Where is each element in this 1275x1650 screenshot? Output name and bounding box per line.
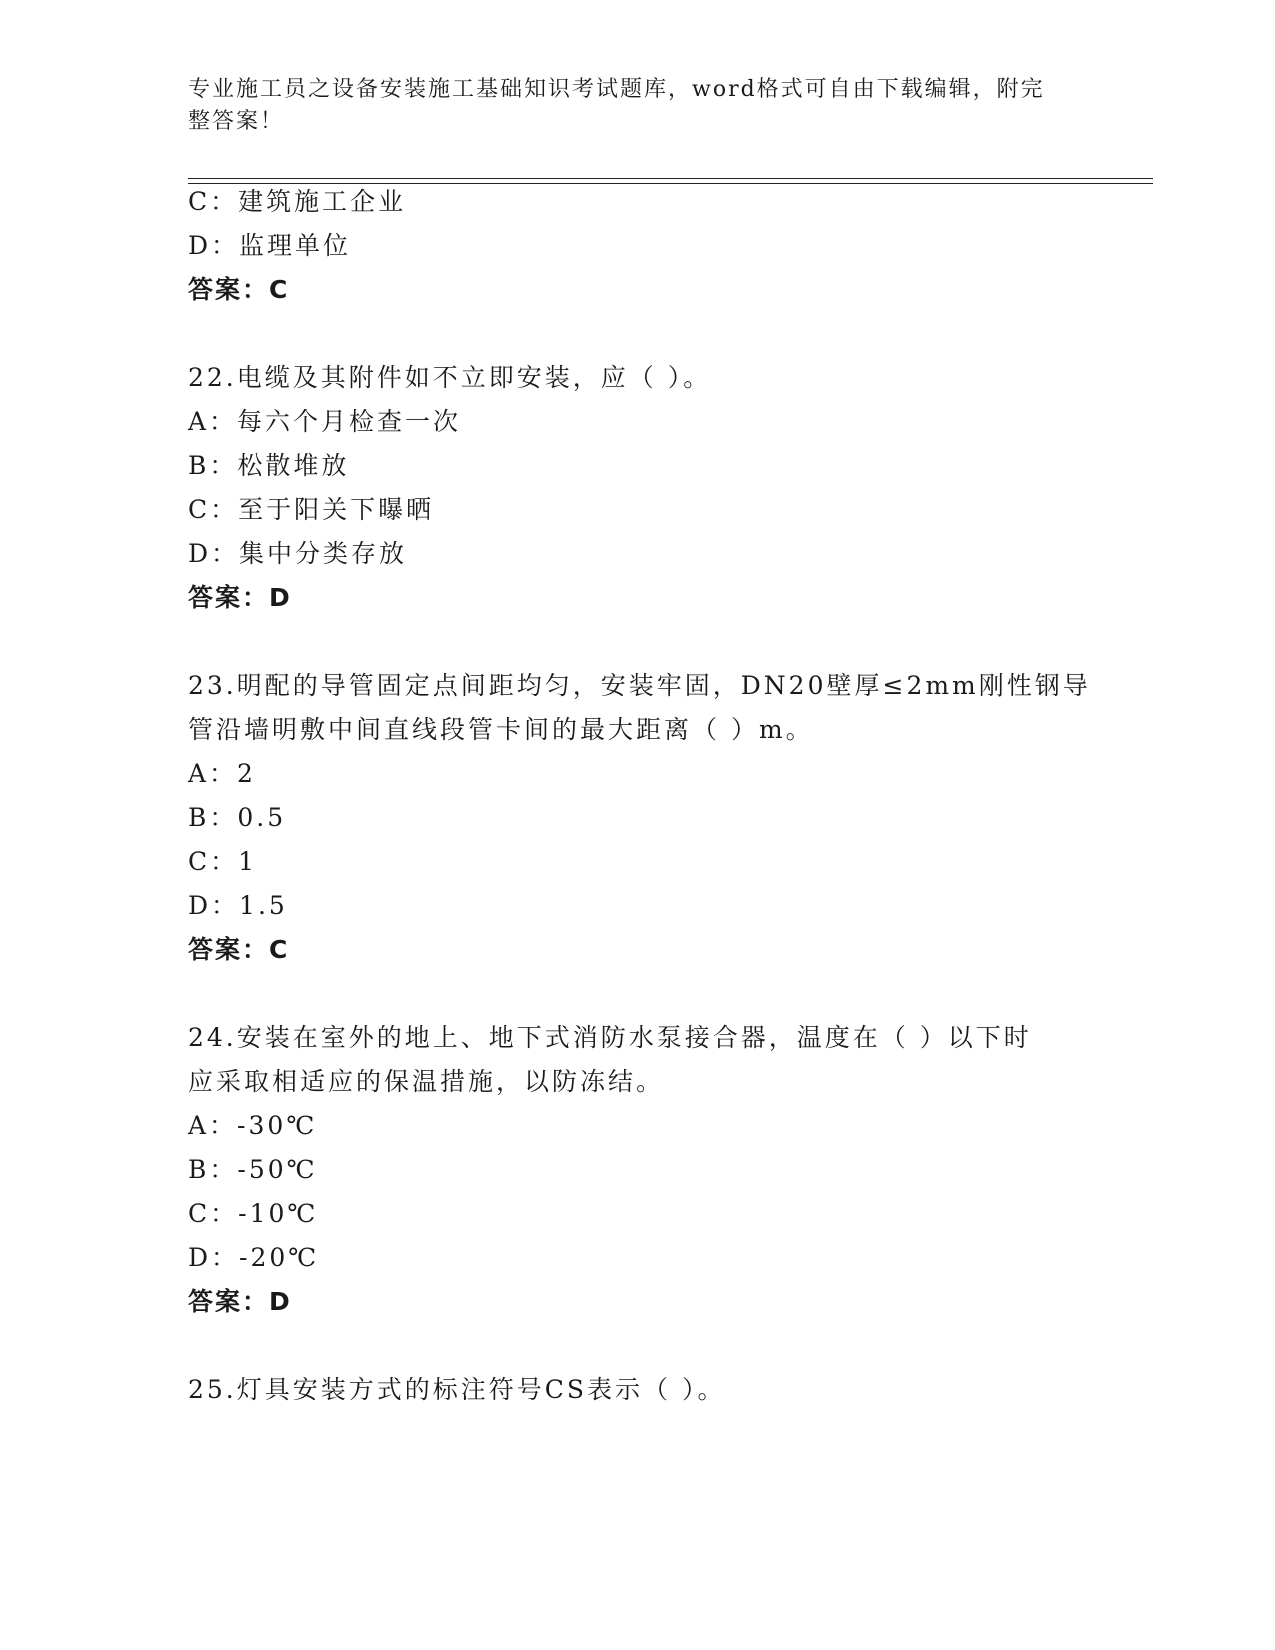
q24-option-a: A：-30℃ [188,1111,318,1140]
q22-option-d: D：集中分类存放 [188,539,408,568]
q23-option-c: C：1 [188,847,258,876]
q24-stem-line-2: 应采取相适应的保温措施，以防冻结。 [188,1067,665,1096]
header-divider-bottom [188,183,1153,184]
q21-option-c: C：建筑施工企业 [188,187,407,216]
q21-option-d: D：监理单位 [188,231,352,260]
q23-answer: 答案：C [188,935,290,964]
q24-option-c: C：-10℃ [188,1199,319,1228]
q24-option-b: B：-50℃ [188,1155,318,1184]
q21-answer: 答案：C [188,275,290,304]
q22-answer: 答案：D [188,583,292,612]
q23-stem-line-1: 23.明配的导管固定点间距均匀，安装牢固，DN20壁厚≤2mm刚性钢导 [188,671,1091,700]
q22-stem: 22.电缆及其附件如不立即安装，应（ ）。 [188,363,712,392]
q23-stem-line-2: 管沿墙明敷中间直线段管卡间的最大距离（ ）m。 [188,715,814,744]
header-line-1: 专业施工员之设备安装施工基础知识考试题库，word格式可自由下载编辑，附完 [188,77,1045,102]
q23-option-a: A：2 [188,759,256,788]
document-header [188,74,1068,138]
q24-stem-line-1: 24.安装在室外的地上、地下式消防水泵接合器，温度在（ ）以下时 [188,1023,1032,1052]
q22-option-b: B：松散堆放 [188,451,350,480]
q24-answer: 答案：D [188,1287,292,1316]
header-divider-top [188,178,1153,179]
header-line-2: 整答案！ [188,109,285,134]
q25-stem: 25.灯具安装方式的标注符号CS表示（ ）。 [188,1375,726,1404]
q23-option-b: B：0.5 [188,803,287,832]
q24-option-d: D：-20℃ [188,1243,320,1272]
q23-option-d: D：1.5 [188,891,288,920]
q22-option-a: A：每六个月检查一次 [188,407,462,436]
q22-option-c: C：至于阳关下曝晒 [188,495,435,524]
